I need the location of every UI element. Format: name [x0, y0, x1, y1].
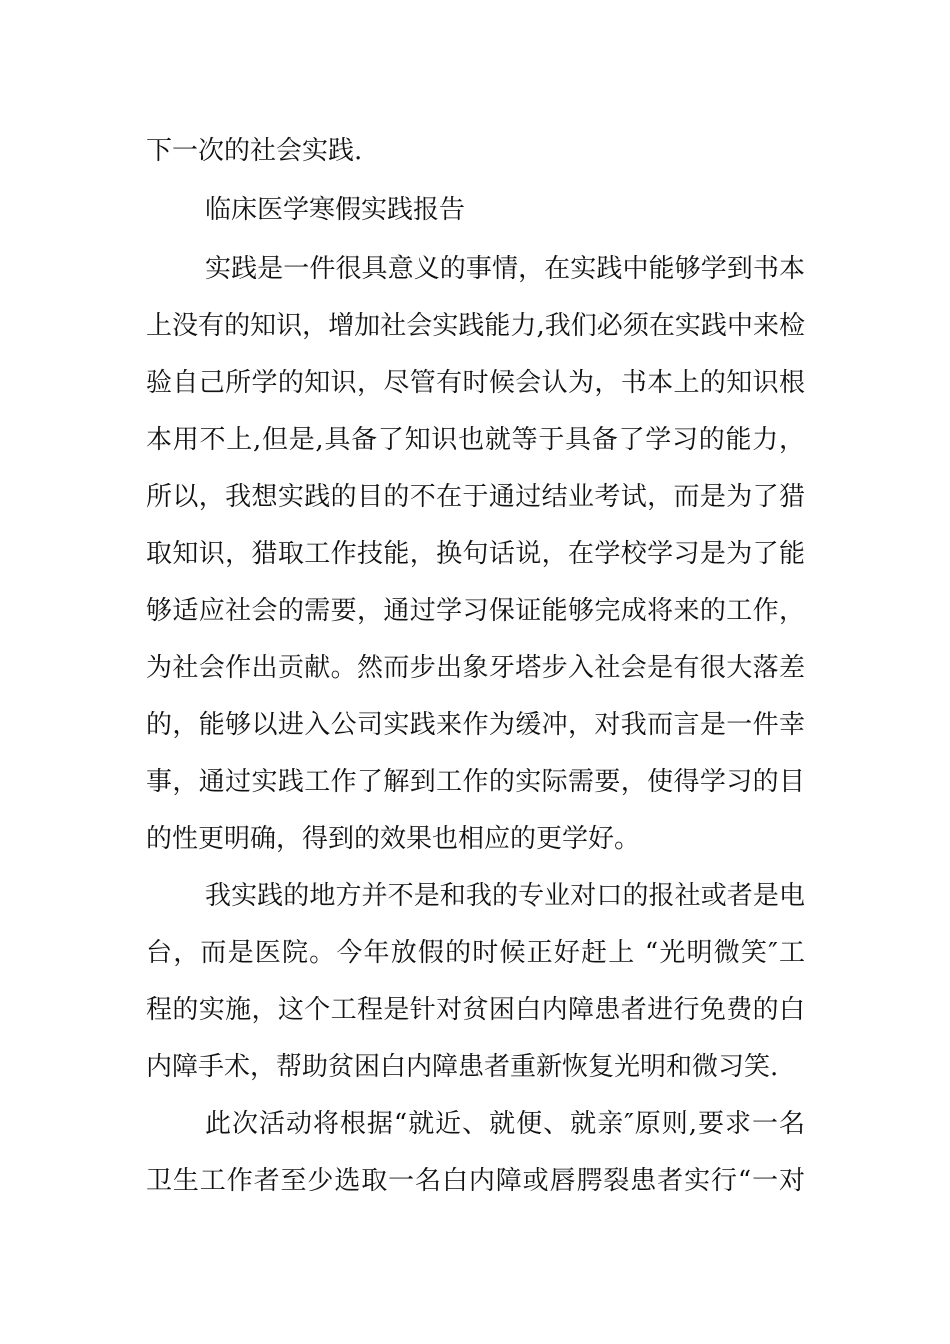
- text-line: 取知识，猎取工作技能，换句话说，在学校学习是为了能: [146, 539, 805, 569]
- text-line: 卫生工作者至少选取一名白内障或唇腭裂患者实行“一对: [146, 1166, 805, 1196]
- text-line: 事，通过实践工作了解到工作的实际需要，使得学习的目: [146, 767, 805, 797]
- text-line: 的，能够以进入公司实践来作为缓冲，对我而言是一件幸: [146, 710, 805, 740]
- text-line: 内障手术，帮助贫困白内障患者重新恢复光明和微习笑.: [146, 1052, 779, 1082]
- text-line: 上没有的知识，增加社会实践能力,我们必须在实践中来检: [146, 311, 805, 341]
- text-line: 为社会作出贡献。然而步出象牙塔步入社会是有很大落差: [146, 653, 805, 683]
- text-line: 本用不上,但是,具备了知识也就等于具备了学习的能力，: [146, 425, 805, 455]
- text-line: 台，而是医院。今年放假的时候正好赶上 “光明微笑″工: [146, 938, 805, 968]
- text-line: 下一次的社会实践.: [146, 136, 363, 166]
- section-heading: 临床医学寒假实践报告: [205, 195, 466, 225]
- text-line: 验自己所学的知识，尽管有时候会认为，书本上的知识根: [146, 368, 805, 398]
- text-line: 我实践的地方并不是和我的专业对口的报社或者是电: [205, 881, 805, 911]
- text-line: 够适应社会的需要，通过学习保证能够完成将来的工作，: [146, 596, 805, 626]
- text-line: 此次活动将根据“就近、就便、就亲″原则,要求一名: [205, 1109, 805, 1139]
- text-line: 实践是一件很具意义的事情，在实践中能够学到书本: [205, 254, 805, 284]
- text-line: 程的实施，这个工程是针对贫困白内障患者进行免费的白: [146, 995, 805, 1025]
- text-line: 的性更明确，得到的效果也相应的更学好。: [146, 824, 641, 854]
- text-line: 所以，我想实践的目的不在于通过结业考试，而是为了猎: [146, 482, 805, 512]
